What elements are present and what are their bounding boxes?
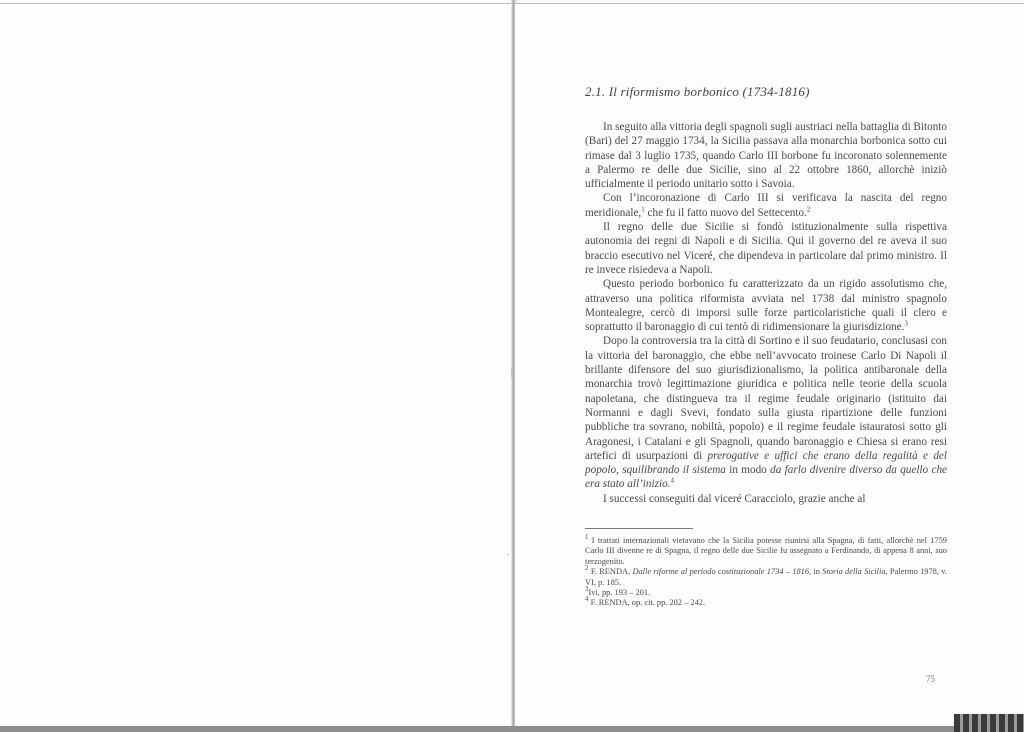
footnote-ref: 1 — [641, 205, 645, 214]
footnote: $^3$Ivi, pp. 193 – 201. — [585, 585, 651, 598]
paragraph: Con l’incoronazione di Carlo III si verificava la nascita del regno meridionale,$^1$ che fu il fatto nuovo del Settecento.$^2$ — [585, 192, 947, 219]
paragraph: Il regno delle due Sicilie si fondò istituzionalmente sulla rispettiva autonomia dei regni di Napoli e di Sicilia. Qui il governo del re aveva il suo braccio esecutivo nel Viceré, che dipendeva in particolare dal primo ministro. Il re invece risiedeva a Napoli. — [585, 221, 947, 276]
page-edge-shadow — [954, 714, 1024, 732]
footnote: $^4$ F. RENDA, op. cit. pp. 202 – 242. — [585, 595, 706, 608]
footnote-ref: 2 — [806, 205, 811, 214]
footnote: $^2$ F. RENDA, Dalle riforme al periodo costituzionale 1734 – 1816, in Storia della Sicilia, Palermo 1978, v. VI, p. 185. — [585, 564, 948, 587]
footnote-separator — [585, 528, 693, 529]
paragraph: In seguito alla vittoria degli spagnoli sugli austriaci nella battaglia di Bitonto (Bari) del 27 maggio 1734, la Sicilia passava alla monarchia borbonica sotto cui rimase dal 3 luglio 1735, quando Carlo III borbone fu incoronato solennemente a Palermo re delle due Sicilie, sino al 22 ottobre 1860, allorchè iniziò ufficialmente il periodo unitario sotto i Savoia. — [585, 121, 947, 191]
left-page-blank — [0, 3, 513, 730]
book-bottom-edge — [0, 726, 1024, 732]
paragraph: Dopo la controversia tra la città di Sortino e il suo feudatario, conclusasi con la vittoria del baronaggio, che ebbe nell’avvocato troinese Carlo Di Napoli il brillante difensore del suo giurisdizionalismo, la politica antibaronale della monarchia trovò legittimazione giuridica e politica nelle teorie della scuola napoletana, che distingueva tra il regime feudale originario (istituito dai Normanni e dagli Svevi, fondato sulla giusta ripartizione delle funzioni pubbliche tra sovrano, nobiltà, popolo) e il regime feudale istauratosi sotto gli Aragonesi, i Catalani e gli Spagnoli, quando baronaggio e Chiesa si erano resi artefici di usurpazioni di prerogative e uffici che erano della regalità e del popolo, squilibrando il sistema in modo da farlo divenire diverso da quello che era stato all’inizio.$^4$ — [585, 335, 948, 491]
paragraph: I successi conseguiti dal viceré Caracciolo, grazie anche al — [603, 492, 866, 505]
footnote-ref: 3 — [904, 319, 908, 328]
section-heading: 2.1. Il riformismo borbonico (1734-1816) — [585, 84, 810, 99]
right-page — [507, 3, 1024, 726]
page-content — [585, 84, 947, 609]
paragraph: Questo periodo borbonico fu caratterizzato da un rigido assolutismo che, attraverso una politica riformista avviata nel 1738 dal ministro spagnolo Montealegre, cercò di imporsi sulle forze particolaristiche quali il clero e soprattutto il baronaggio di cui tentò di ridimensionare la giurisdizione.$^3$ — [585, 278, 947, 334]
footnote: $^1$ I trattati internazionali vietavano che la Sicilia potesse riunirsi alla Spagna, di fatti, allorchè nel 1759 Carlo III divenne re di Spagna, il regno delle due Sicilie fu assegnato a Ferdinando, di appena 8 anni, suo terzogenito. — [585, 533, 947, 566]
margin-mark: - — [507, 550, 510, 559]
margin-mark: | — [511, 368, 513, 377]
footnote-ref: 4 — [670, 476, 674, 485]
page-number: 75 — [926, 674, 935, 684]
